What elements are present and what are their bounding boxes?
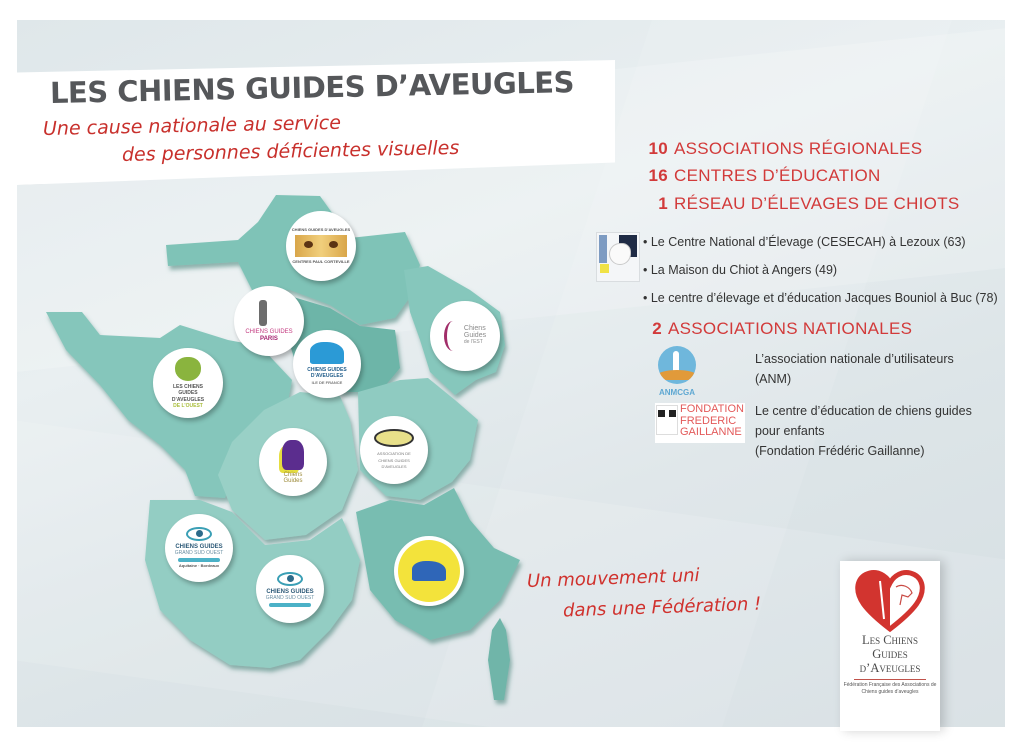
stat-number: 16 bbox=[648, 166, 668, 185]
badge-text: D’AVEUGLES bbox=[310, 373, 344, 380]
badge-centre-ouest bbox=[259, 428, 327, 496]
walker-eiffel-tower-icon bbox=[259, 300, 267, 326]
stat-centres-education bbox=[644, 166, 881, 186]
badge-ile-de-france bbox=[293, 330, 361, 398]
badge-text: CHIENS GUIDES D’AVEUGLES bbox=[291, 226, 351, 232]
slogan-line-1: Un mouvement uni bbox=[526, 564, 700, 593]
federation-subtitle: Fédération Française des Associations de Chiens guides d’aveugles bbox=[843, 682, 937, 695]
badge-text: ILE DE FRANCE bbox=[311, 379, 343, 385]
federation-logo-card bbox=[840, 561, 940, 731]
badge-text: CHIENS GUIDES bbox=[378, 457, 410, 463]
stat-reseau-elevages bbox=[644, 194, 960, 214]
breeding-item: • La Maison du Chiot à Angers (49) bbox=[643, 263, 838, 277]
cesecah-logo-icon bbox=[596, 232, 640, 282]
eye-paw-icon bbox=[277, 572, 303, 586]
description-line: L’association nationale d’utilisateurs bbox=[755, 352, 954, 366]
stat-label: ASSOCIATIONS RÉGIONALES bbox=[674, 139, 923, 158]
badge-text: D’AVEUGLES bbox=[381, 464, 407, 470]
description-line: Le centre d’éducation de chiens guides bbox=[755, 404, 972, 418]
federation-name-line: d’Aveugles bbox=[859, 661, 921, 675]
badge-text: ASSOCIATION DE bbox=[377, 451, 411, 457]
blue-dogs-icon bbox=[310, 342, 344, 364]
stat-number: 10 bbox=[648, 139, 668, 158]
badge-grand-sud-ouest-2 bbox=[256, 555, 324, 623]
subtitle-line-1: Une cause nationale au service bbox=[42, 111, 342, 140]
description-line: (Fondation Frédéric Gaillanne) bbox=[755, 444, 925, 458]
fondation-description bbox=[755, 401, 972, 461]
anmcga-logo-text: ANMCGA bbox=[659, 388, 695, 397]
badge-text: Chiens bbox=[283, 471, 303, 478]
badge-text: PARIS bbox=[260, 335, 278, 342]
divider bbox=[854, 679, 926, 680]
stat-associations-regionales bbox=[644, 139, 922, 159]
slogan-line-2: dans une Fédération ! bbox=[562, 593, 762, 622]
badge-text: D’AVEUGLES bbox=[171, 396, 205, 403]
eye-walker-icon bbox=[374, 429, 414, 447]
description-line: pour enfants bbox=[755, 424, 825, 438]
badge-text: Guides bbox=[463, 331, 487, 339]
stat-label: CENTRES D’ÉDUCATION bbox=[674, 166, 881, 185]
badge-text: Guides bbox=[283, 478, 303, 484]
subtitle-line-2: des personnes déficientes visuelles bbox=[121, 136, 460, 166]
eye-paw-icon bbox=[186, 527, 212, 541]
badge-text: LES CHIENS bbox=[172, 383, 203, 390]
description-line: (ANM) bbox=[755, 372, 792, 386]
region-corse bbox=[488, 618, 510, 700]
badge-nord-paul-corteville bbox=[286, 211, 356, 281]
logo-text: FONDATION bbox=[680, 403, 744, 415]
stat-label: RÉSEAU D’ÉLEVAGES DE CHIOTS bbox=[674, 194, 960, 213]
logo-text: FREDERIC bbox=[680, 414, 737, 427]
badge-text: CENTRES PAUL CORTEVILLE bbox=[292, 259, 350, 264]
anmcga-logo-icon bbox=[654, 346, 700, 406]
heart-dog-cane-icon bbox=[854, 569, 926, 633]
anm-description bbox=[755, 349, 954, 389]
badge-ouest bbox=[153, 348, 223, 418]
badge-text: CHIENS GUIDES bbox=[175, 543, 223, 550]
badge-text: GRAND SUD OUEST bbox=[265, 594, 315, 601]
badge-text: CHIENS GUIDES bbox=[266, 588, 314, 595]
page-title: LES CHIENS GUIDES D’AVEUGLES bbox=[49, 65, 575, 110]
badge-chiens-guides-est bbox=[430, 301, 500, 371]
badge-text: GUIDES bbox=[178, 390, 198, 396]
badge-bar bbox=[178, 558, 220, 562]
magenta-walker-icon bbox=[444, 321, 462, 351]
green-paw-icon bbox=[175, 357, 201, 381]
badge-bar bbox=[269, 603, 311, 607]
yellow-blue-dog-icon bbox=[398, 540, 460, 602]
dog-eyes-icon bbox=[295, 235, 347, 257]
stat-number: 2 bbox=[652, 319, 662, 338]
federation-name-line: Guides bbox=[872, 647, 908, 661]
badge-text: Chiens bbox=[463, 325, 486, 333]
logo-text: GAILLANNE bbox=[680, 426, 742, 438]
badge-grand-sud-ouest-1 bbox=[165, 514, 233, 582]
badge-text: GRAND SUD OUEST bbox=[174, 549, 224, 556]
badge-text: CHIENS GUIDES bbox=[307, 366, 347, 373]
badge-sud-est bbox=[394, 536, 464, 606]
federation-name-line: Les Chiens bbox=[861, 633, 919, 647]
badge-centre-est bbox=[360, 416, 428, 484]
stat-number: 1 bbox=[658, 194, 668, 213]
mira-fondation-logo-icon bbox=[655, 403, 745, 443]
badge-text: de l’EST bbox=[463, 339, 483, 346]
badge-text: DE L’OUEST bbox=[173, 403, 203, 409]
badge-text: Aquitaine · Bordeaux bbox=[178, 562, 220, 568]
breeding-item: • Le Centre National d’Élevage (CESECAH) à Lezoux (63) bbox=[643, 235, 966, 249]
breeding-item: • Le centre d’élevage et d’éducation Jacques Bouniol à Buc (78) bbox=[643, 291, 998, 305]
badge-chiens-guides-paris bbox=[234, 286, 304, 356]
purple-dog-icon bbox=[282, 440, 304, 470]
stat-associations-nationales bbox=[652, 319, 912, 339]
badge-text: CHIENS GUIDES bbox=[245, 329, 293, 335]
stat-label: ASSOCIATIONS NATIONALES bbox=[668, 319, 913, 338]
